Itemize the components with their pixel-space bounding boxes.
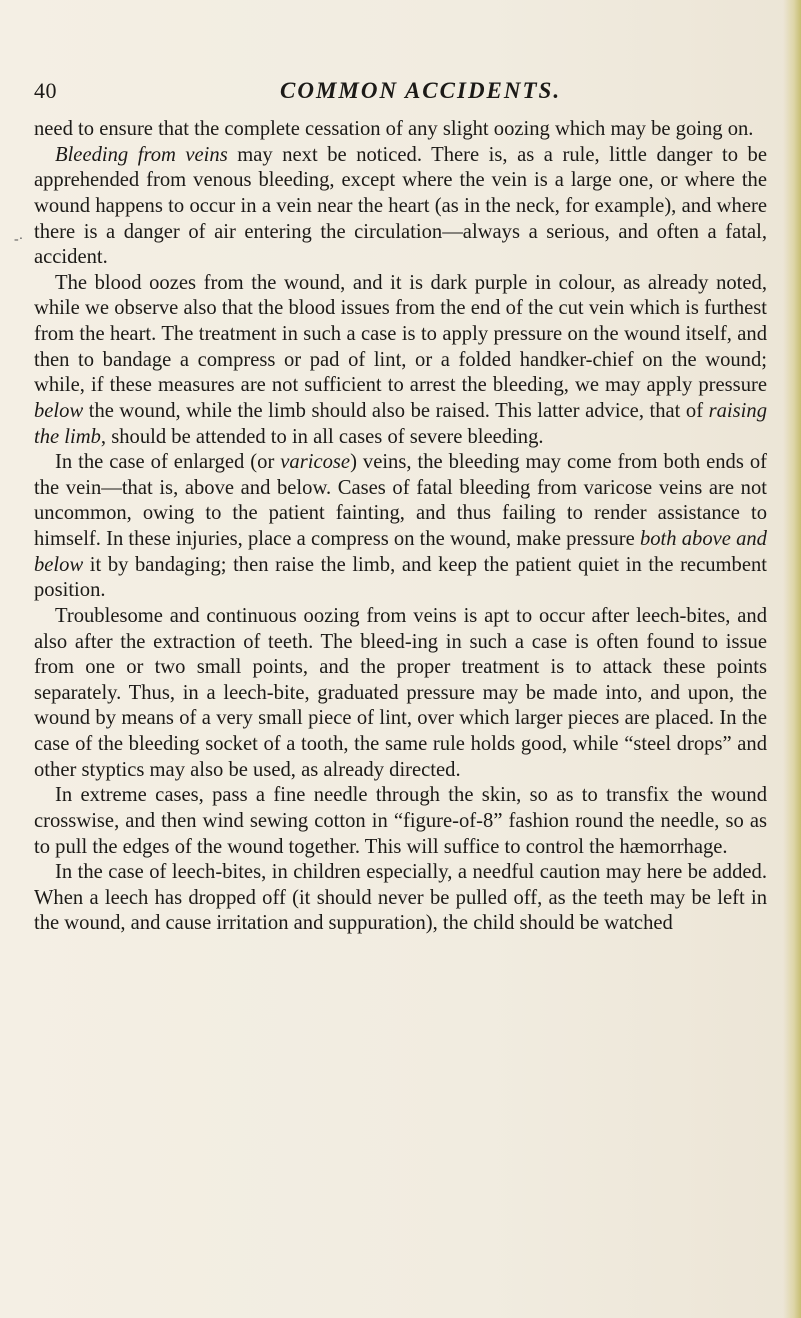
emphasis-text: varicose [280,451,351,474]
paragraph-extreme-cases [34,783,767,860]
emphasis-text: both above and below [34,528,767,576]
paragraph-text: In extreme cases, pass a fine needle through the skin, so as to transfix the wound crosswise, and then wind sewing cotton in “figure-of-8” fashion round the needle, so as to pull the edges of the wound together. This will suffice to control the hæmorrhage. [34,784,767,858]
paragraph-bleeding-from-veins [34,143,767,271]
page-edge-shadow [783,0,801,1318]
page-number: 40 [34,78,57,103]
paragraph-text: need to ensure that the complete cessation of any slight oozing which may be going on. [34,118,754,140]
running-title: COMMON ACCIDENTS. [280,78,562,103]
paragraph-varicose-veins [34,450,767,604]
paragraph-leech-bites [34,860,767,937]
paragraph-continuation [34,117,767,143]
paragraph-text: The blood oozes from the wound, and it is dark purple in colour, as already noted, while we observe also that the blood issues from the end of the cut vein which is furthest from the heart. The treatment in such a case is to apply pressure on the wound itself, and then to bandage a compress or pad of lint, or a folded handker-chief on the wound; while, if these measures are not sufficient to arrest the bleeding, we may apply pressure [34,271,767,397]
paragraph-text: Troublesome and continuous oozing from veins is apt to occur after leech-bites, and also after the extraction of teeth. The bleed-ing in such a case is often found to issue from one or two small points, and the proper treatment is to attack these points separately. Thus, in a leech-bite, graduated pressure may be made into, and upon, the wound by means of a very small piece of lint, over which larger pieces are placed. In the case of the bleeding socket of a tooth, the same rule holds good, while “steel drops” and other styptics may also be used, as already directed. [34,604,767,781]
emphasis-text: raising the limb [34,399,767,448]
page-header [34,78,764,112]
paragraph-text: In the case of leech-bites, in children especially, a needful caution may here be added. When a leech has dropped off (it should never be pulled off, as the teeth may be left in the wound, and cause irritation and suppuration), the child should be watched [34,861,767,935]
paragraph-text: ) veins, the bleeding may come from both ends of the vein—that is, above and below. Cases of fatal bleeding from varicose veins are not uncommon, owing to the patient fainting, and thus failing to render assistance to himself. In these injuries, place a compress on the wound, make pressure [34,451,767,550]
paragraph-text: , should be attended to in all cases of severe bleeding. [100,425,544,448]
paragraph-venous-treatment [34,271,767,450]
section-heading: Bleeding from veins [55,143,228,166]
paragraph-text: may next be noticed. There is, as a rule, little danger to be apprehended from venous bleeding, except where the vein is a large one, or where the wound happens to occur in a vein near the heart (as in the neck, for example), and where there is a danger of air entering the circulation—always a serious, and often a fatal, accident. [34,143,767,269]
margin-mark: -· [14,232,24,247]
paragraph-text: the wound, while the limb should also be raised. This latter advice, that of [83,399,709,422]
paragraph-text: it by bandaging; then raise the limb, and keep the patient quiet in the recumbent position. [34,553,767,602]
paragraph-oozing [34,604,767,783]
emphasis-text: below [34,399,84,422]
body-text [34,117,767,937]
paragraph-text: In the case of enlarged (or [55,451,281,474]
